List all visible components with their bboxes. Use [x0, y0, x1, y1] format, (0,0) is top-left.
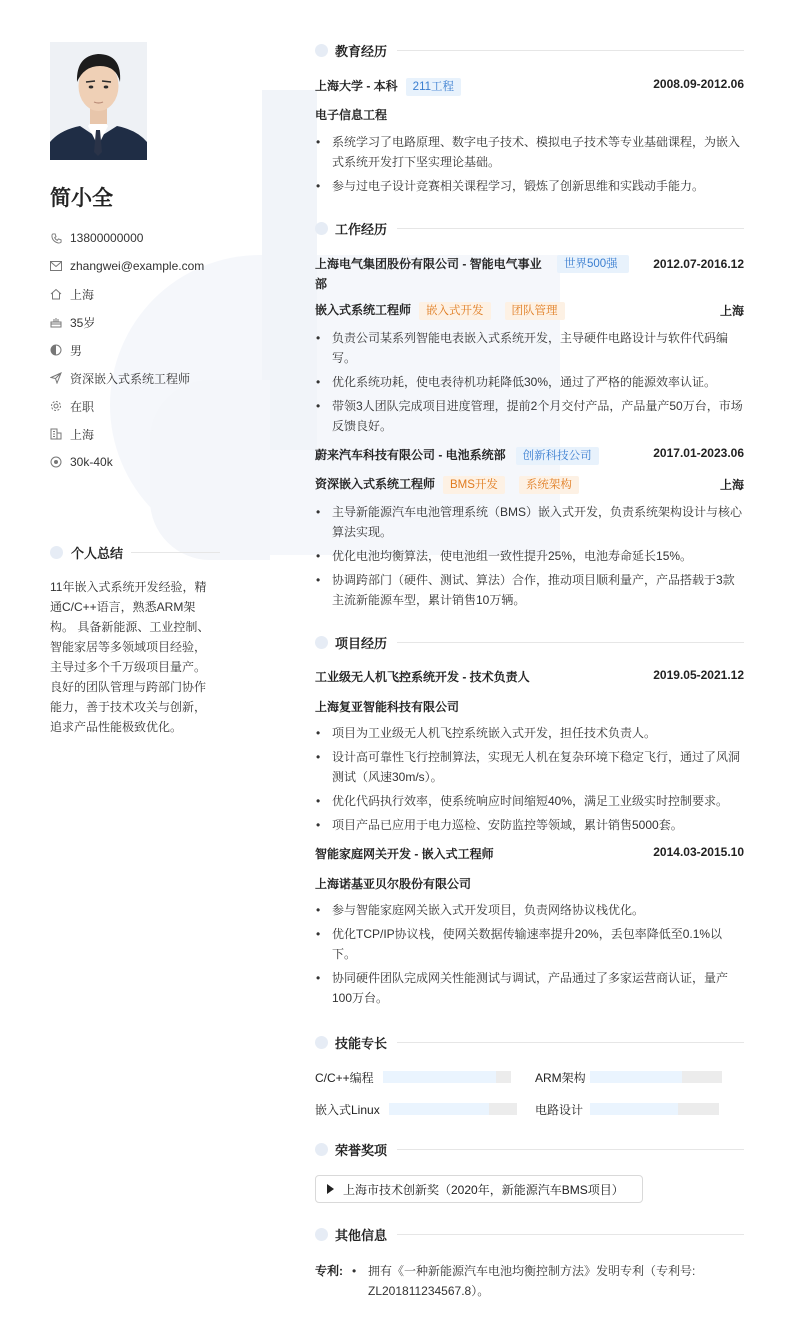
section-dot-icon	[315, 1143, 328, 1156]
project-bullets	[315, 723, 744, 835]
project-name: 工业级无人机飞控系统开发 - 技术负责人	[315, 670, 530, 684]
work-city: 上海	[719, 478, 744, 492]
section-dot-icon	[315, 222, 328, 235]
avatar	[50, 42, 147, 160]
phone-item	[50, 224, 220, 252]
project-date: 2019.05-2021.12	[653, 668, 744, 682]
skill-fill	[383, 1071, 496, 1083]
list-item: • 优化系统功耗，使电表待机功耗降低30%，通过了严格的能源效率认证。	[315, 372, 744, 392]
work-entry-header	[315, 254, 744, 294]
work-entry	[315, 446, 744, 610]
divider	[397, 50, 744, 51]
location-item	[50, 280, 220, 308]
education-bullets	[315, 132, 744, 196]
skill-item	[315, 1101, 535, 1117]
work-city: 上海	[719, 304, 744, 318]
skill-bar	[383, 1071, 511, 1083]
section-dot-icon	[50, 546, 63, 559]
company-tag: 创新科技公司	[516, 447, 599, 465]
skill-name: ARM架构	[535, 1070, 586, 1085]
patent-label: 专利:	[315, 1264, 343, 1278]
education-title: 教育经历	[335, 43, 388, 59]
list-item: • 拥有《一种新能源汽车电池均衡控制方法》发明专利（专利号: ZL201811234567.8）。	[351, 1261, 744, 1301]
role-tag: 嵌入式开发	[419, 302, 491, 320]
summary-section-header	[50, 543, 220, 562]
salary-item	[50, 448, 220, 476]
project-bullets	[315, 900, 744, 1008]
patent-list	[351, 1261, 744, 1305]
work-section-header	[315, 218, 744, 238]
skills-title: 技能专长	[335, 1035, 388, 1051]
company-tag: 世界500强	[557, 255, 629, 273]
job-title-item	[50, 364, 220, 392]
email-item	[50, 252, 220, 280]
status-item	[50, 392, 220, 420]
mail-icon	[50, 260, 62, 272]
project-entry	[315, 668, 744, 835]
projects-title: 项目经历	[335, 635, 388, 651]
company-name: 上海电气集团股份有限公司 - 智能电气事业部	[315, 257, 542, 291]
phone-icon	[50, 232, 62, 244]
other-title: 其他信息	[335, 1227, 388, 1243]
work-bullets	[315, 328, 744, 436]
school-tag: 211工程	[406, 78, 461, 96]
list-item: • 负责公司某系列智能电表嵌入式系统开发，主导硬件电路设计与软件代码编写。	[315, 328, 744, 368]
play-triangle-icon	[327, 1184, 334, 1194]
skill-item	[315, 1069, 535, 1085]
education-date: 2008.09-2012.06	[653, 77, 744, 91]
list-item: • 参与智能家庭网关嵌入式开发项目，负责网络协议栈优化。	[315, 900, 744, 920]
list-item: • 优化电池均衡算法，使电池组一致性提升25%，电池寿命延长15%。	[315, 546, 744, 566]
send-icon	[50, 372, 62, 384]
divider	[131, 552, 220, 553]
list-item: • 项目产品已应用于电力巡检、安防监控等领域，累计销售5000套。	[315, 815, 744, 835]
age-text: 35岁	[70, 315, 96, 330]
section-dot-icon	[315, 1036, 328, 1049]
gender-icon	[50, 344, 62, 356]
gear-icon	[50, 400, 62, 412]
role-tag: 团队管理	[505, 302, 565, 320]
skill-item	[535, 1069, 744, 1085]
project-name: 智能家庭网关开发 - 嵌入式工程师	[315, 847, 494, 861]
avatar-photo	[50, 42, 147, 160]
awards-section-header	[315, 1139, 744, 1159]
age-item	[50, 308, 220, 336]
background-shape	[262, 90, 317, 450]
gender-text: 男	[70, 343, 83, 358]
list-item: • 项目为工业级无人机飞控系统嵌入式开发，担任技术负责人。	[315, 723, 744, 743]
skill-name: 电路设计	[535, 1102, 584, 1117]
work-role-row	[315, 301, 744, 320]
skill-name: C/C++编程	[315, 1070, 374, 1085]
list-item: • 优化TCP/IP协议栈，使网关数据传输速率提升20%，丢包率降低至0.1%以下。	[315, 924, 744, 964]
other-info-row	[315, 1261, 744, 1305]
skill-bar	[389, 1103, 517, 1115]
divider	[397, 228, 744, 229]
skill-fill	[590, 1103, 678, 1115]
education-section-header	[315, 40, 744, 60]
contact-info-list	[50, 224, 220, 476]
section-dot-icon	[315, 1228, 328, 1241]
candidate-name: 简小全	[50, 187, 113, 210]
work-entry	[315, 254, 744, 436]
project-entry-header	[315, 668, 744, 685]
skill-fill	[590, 1071, 682, 1083]
work-title: 工作经历	[335, 221, 388, 237]
list-item: • 参与过电子设计竞赛相关课程学习，锻炼了创新思维和实践动手能力。	[315, 176, 744, 196]
skill-bar	[590, 1103, 719, 1115]
list-item: • 系统学习了电路原理、数字电子技术、模拟电子技术等专业基础课程，为嵌入式系统开发打下坚实理论基础。	[315, 132, 744, 172]
project-company: 上海复亚智能科技有限公司	[315, 700, 460, 714]
building-icon	[50, 428, 62, 440]
list-item: • 协调跨部门（硬件、测试、算法）合作，推动项目顺利量产，产品搭载于3款主流新能源车型，累计销售10万辆。	[315, 570, 744, 610]
divider	[397, 1234, 744, 1235]
work-entry-header	[315, 446, 744, 465]
skill-name: 嵌入式Linux	[315, 1102, 380, 1117]
award-text: 上海市技术创新奖（2020年，新能源汽车BMS项目）	[343, 1182, 624, 1197]
role-title: 资深嵌入式系统工程师	[315, 477, 436, 491]
skills-section-header	[315, 1032, 744, 1052]
list-item: • 设计高可靠性飞行控制算法，实现无人机在复杂环境下稳定飞行，通过了风洞测试（风速30m/s）。	[315, 747, 744, 787]
awards-title: 荣誉奖项	[335, 1142, 388, 1158]
award-item[interactable]	[315, 1175, 643, 1203]
status-text: 在职	[70, 399, 95, 414]
location-text: 上海	[70, 287, 95, 302]
award-list	[315, 1175, 744, 1203]
list-item: • 优化代码执行效率，使系统响应时间缩短40%，满足工业级实时控制要求。	[315, 791, 744, 811]
city-item	[50, 420, 220, 448]
salary-text: 30k-40k	[70, 455, 113, 469]
list-item: • 带领3人团队完成项目进度管理，提前2个月交付产品，产品量产50万台，市场反馈良好。	[315, 396, 744, 436]
project-entry	[315, 845, 744, 1008]
gender-item	[50, 336, 220, 364]
phone-text: 13800000000	[70, 231, 144, 245]
section-dot-icon	[315, 44, 328, 57]
company-name: 蔚来汽车科技有限公司 - 电池系统部	[315, 448, 506, 462]
profile-column	[50, 42, 220, 476]
projects-section-header	[315, 632, 744, 652]
divider	[397, 1149, 744, 1150]
city-text: 上海	[70, 427, 95, 442]
school-name: 上海大学 - 本科	[315, 79, 398, 93]
main-column	[315, 40, 744, 1305]
summary-text: 11年嵌入式系统开发经验，精通C/C++语言，熟悉ARM架构。 具备新能源、工业控制、智能家居等多领域项目经验，主导过多个千万级项目量产。良好的团队管理与跨部门协作能力，善于技术攻关与创新，追求产品性能极致优化。	[50, 580, 210, 734]
email-text: zhangwei@example.com	[70, 259, 205, 273]
work-role-row	[315, 475, 744, 494]
other-section-header	[315, 1224, 744, 1244]
home-icon	[50, 288, 62, 300]
section-dot-icon	[315, 636, 328, 649]
target-icon	[50, 456, 62, 468]
project-entry-header	[315, 845, 744, 862]
work-date: 2012.07-2016.12	[653, 257, 744, 271]
skills-grid	[315, 1069, 744, 1117]
summary-title: 个人总结	[71, 546, 124, 561]
list-item: • 主导新能源汽车电池管理系统（BMS）嵌入式开发，负责系统架构设计与核心算法实现。	[315, 502, 744, 542]
role-tag: 系统架构	[519, 476, 579, 494]
divider	[397, 1042, 744, 1043]
project-date: 2014.03-2015.10	[653, 845, 744, 859]
skill-item	[535, 1101, 744, 1117]
work-date: 2017.01-2023.06	[653, 446, 744, 460]
list-item: • 协同硬件团队完成网关性能测试与调试，产品通过了多家运营商认证，量产100万台。	[315, 968, 744, 1008]
role-title: 嵌入式系统工程师	[315, 303, 412, 317]
skill-fill	[389, 1103, 489, 1115]
cake-icon	[50, 316, 62, 328]
job-title-text: 资深嵌入式系统工程师	[70, 371, 191, 386]
education-major: 电子信息工程	[315, 108, 388, 122]
divider	[397, 642, 744, 643]
role-tag: BMS开发	[443, 476, 505, 494]
education-entry-header	[315, 77, 744, 96]
skill-bar	[590, 1071, 722, 1083]
work-bullets	[315, 502, 744, 610]
project-company: 上海诺基亚贝尔股份有限公司	[315, 877, 472, 891]
